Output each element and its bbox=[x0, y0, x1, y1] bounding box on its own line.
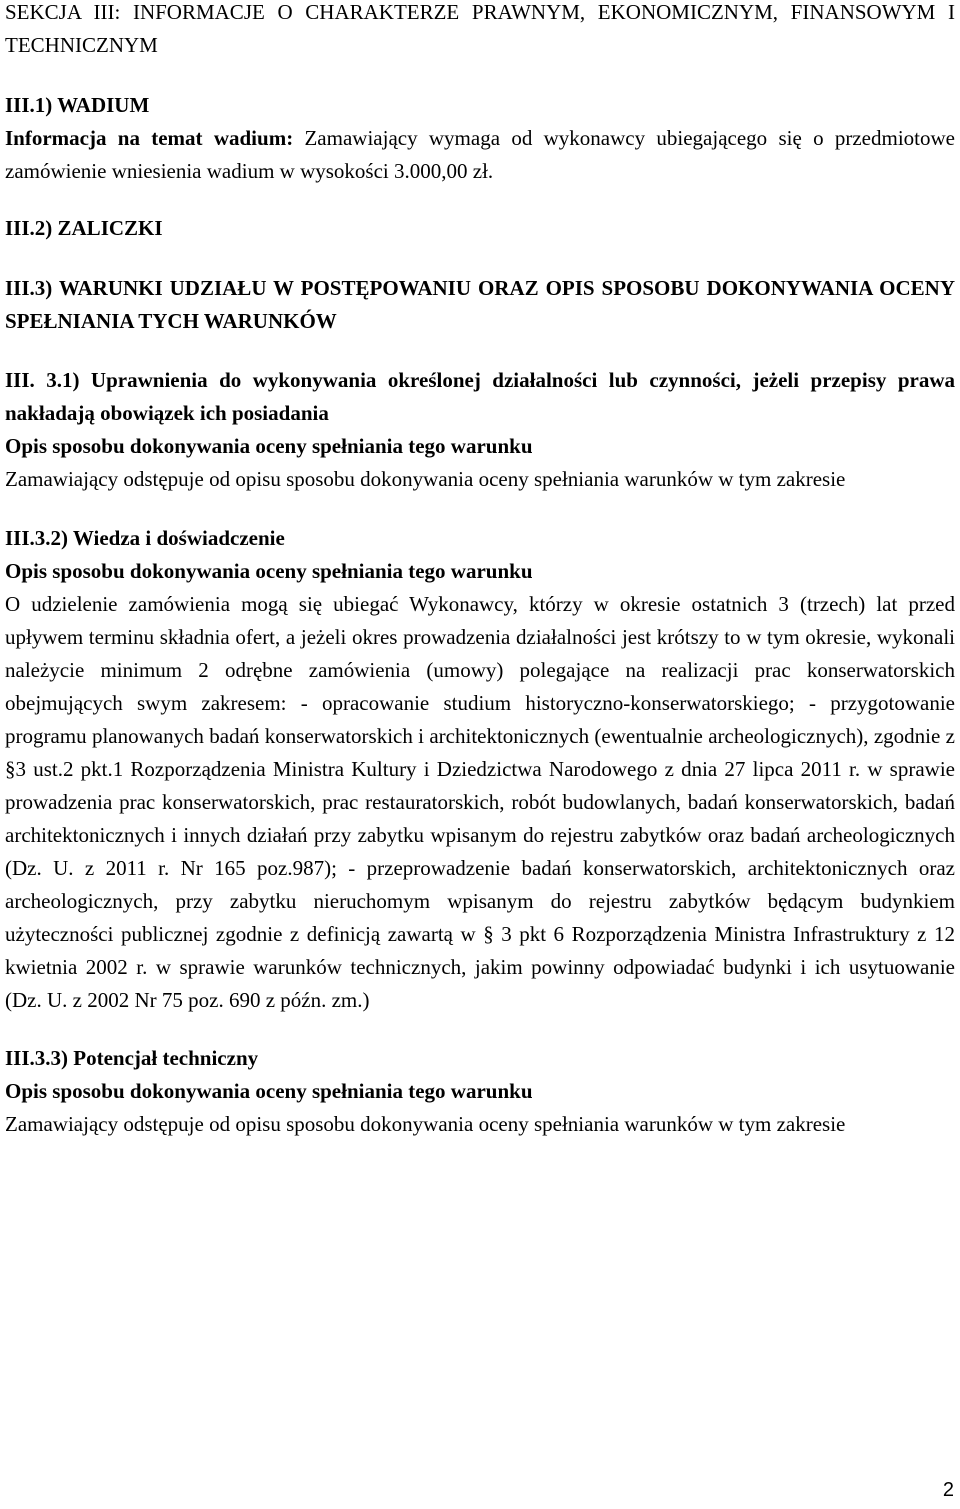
zaliczki-heading-text: III.2) ZALICZKI bbox=[5, 216, 163, 240]
warunki-heading: III.3) WARUNKI UDZIAŁU W POSTĘPOWANIU ORAZ OPIS SPOSOBU DOKONYWANIA OCENY SPEŁNIANIA TYCH WARUNKÓW bbox=[5, 276, 955, 333]
uprawnienia-text: Zamawiający odstępuje od opisu sposobu dokonywania oceny spełniania warunków w tym zakresie bbox=[5, 467, 846, 491]
zaliczki-section bbox=[5, 212, 955, 245]
document-content bbox=[5, 0, 955, 1141]
wiedza-subheading: Opis sposobu dokonywania oceny spełniania tego warunku bbox=[5, 559, 533, 583]
warunki-section bbox=[5, 272, 955, 338]
zaliczki-heading bbox=[5, 212, 955, 245]
wadium-label: Informacja na temat wadium: bbox=[5, 126, 294, 150]
uprawnienia-heading: III. 3.1) Uprawnienia do wykonywania określonej działalności lub czynności, jeżeli przepisy prawa nakładają obowiązek ich posiadania bbox=[5, 368, 955, 425]
wiedza-heading: III.3.2) Wiedza i doświadczenie bbox=[5, 526, 285, 550]
wadium-paragraph bbox=[5, 122, 955, 188]
wiedza-section bbox=[5, 522, 955, 1017]
potencjal-text: Zamawiający odstępuje od opisu sposobu dokonywania oceny spełniania warunków w tym zakresie bbox=[5, 1112, 846, 1136]
potencjal-subheading: Opis sposobu dokonywania oceny spełniania tego warunku bbox=[5, 1079, 533, 1103]
wadium-section bbox=[5, 89, 955, 188]
wadium-heading: III.1) WADIUM bbox=[5, 93, 150, 117]
page-number: 2 bbox=[942, 1479, 954, 1501]
potencjal-section bbox=[5, 1042, 955, 1141]
wadium-text: Zamawiający wymaga od wykonawcy ubiegającego się o przedmiotowe zamówienie wniesienia wadium w wysokości 3.000,00 zł. bbox=[5, 126, 955, 183]
wiedza-text: O udzielenie zamówienia mogą się ubiegać Wykonawcy, którzy w okresie ostatnich 3 (trzech) lat przed upływem terminu składnia ofert, a jeżeli okres prowadzenia działalności jest krótszy to w tym okresie, wykonali należycie minimum 2 odrębne zamówienia (umowy) polegające na realizacji prac konserwatorskich obejmujących swym zakresem: - opracowanie studium historyczno-konserwatorskiego; - przygotowanie programu planowanych badań konserwatorskich i architektonicznych (ewentualnie archeologicznych), zgodnie z §3 ust.2 pkt.1 Rozporządzenia Ministra Kultury i Dziedzictwa Narodowego z dnia 27 lipca 2011 r. w sprawie prowadzenia prac konserwatorskich, prac restauratorskich, robót budowlanych, badań konserwatorskich, badań architektonicznych i innych działań przy zabytku wpisanym do rejestru zabytków oraz badań archeologicznych (Dz. U. z 2011 r. Nr 165 poz.987); - przeprowadzenie badań konserwatorskich, architektonicznych oraz archeologicznych, przy zabytku nieruchomym wpisanym do rejestru zabytków będącym budynkiem użyteczności publicznej zgodnie z definicją zawartą w § 3 pkt 6 Rozporządzenia Ministra Infrastruktury z 12 kwietnia 2002 r. w sprawie warunków technicznych, jakim powinny odpowiadać budynki i ich usytuowanie (Dz. U. z 2002 Nr 75 poz. 690 z późn. zm.) bbox=[5, 592, 955, 1012]
uprawnienia-section bbox=[5, 364, 955, 496]
section-title: SEKCJA III: INFORMACJE O CHARAKTERZE PRAWNYM, EKONOMICZNYM, FINANSOWYM I TECHNICZNYM bbox=[5, 0, 955, 57]
potencjal-heading: III.3.3) Potencjał techniczny bbox=[5, 1046, 259, 1070]
uprawnienia-subheading: Opis sposobu dokonywania oceny spełniania tego warunku bbox=[5, 434, 533, 458]
